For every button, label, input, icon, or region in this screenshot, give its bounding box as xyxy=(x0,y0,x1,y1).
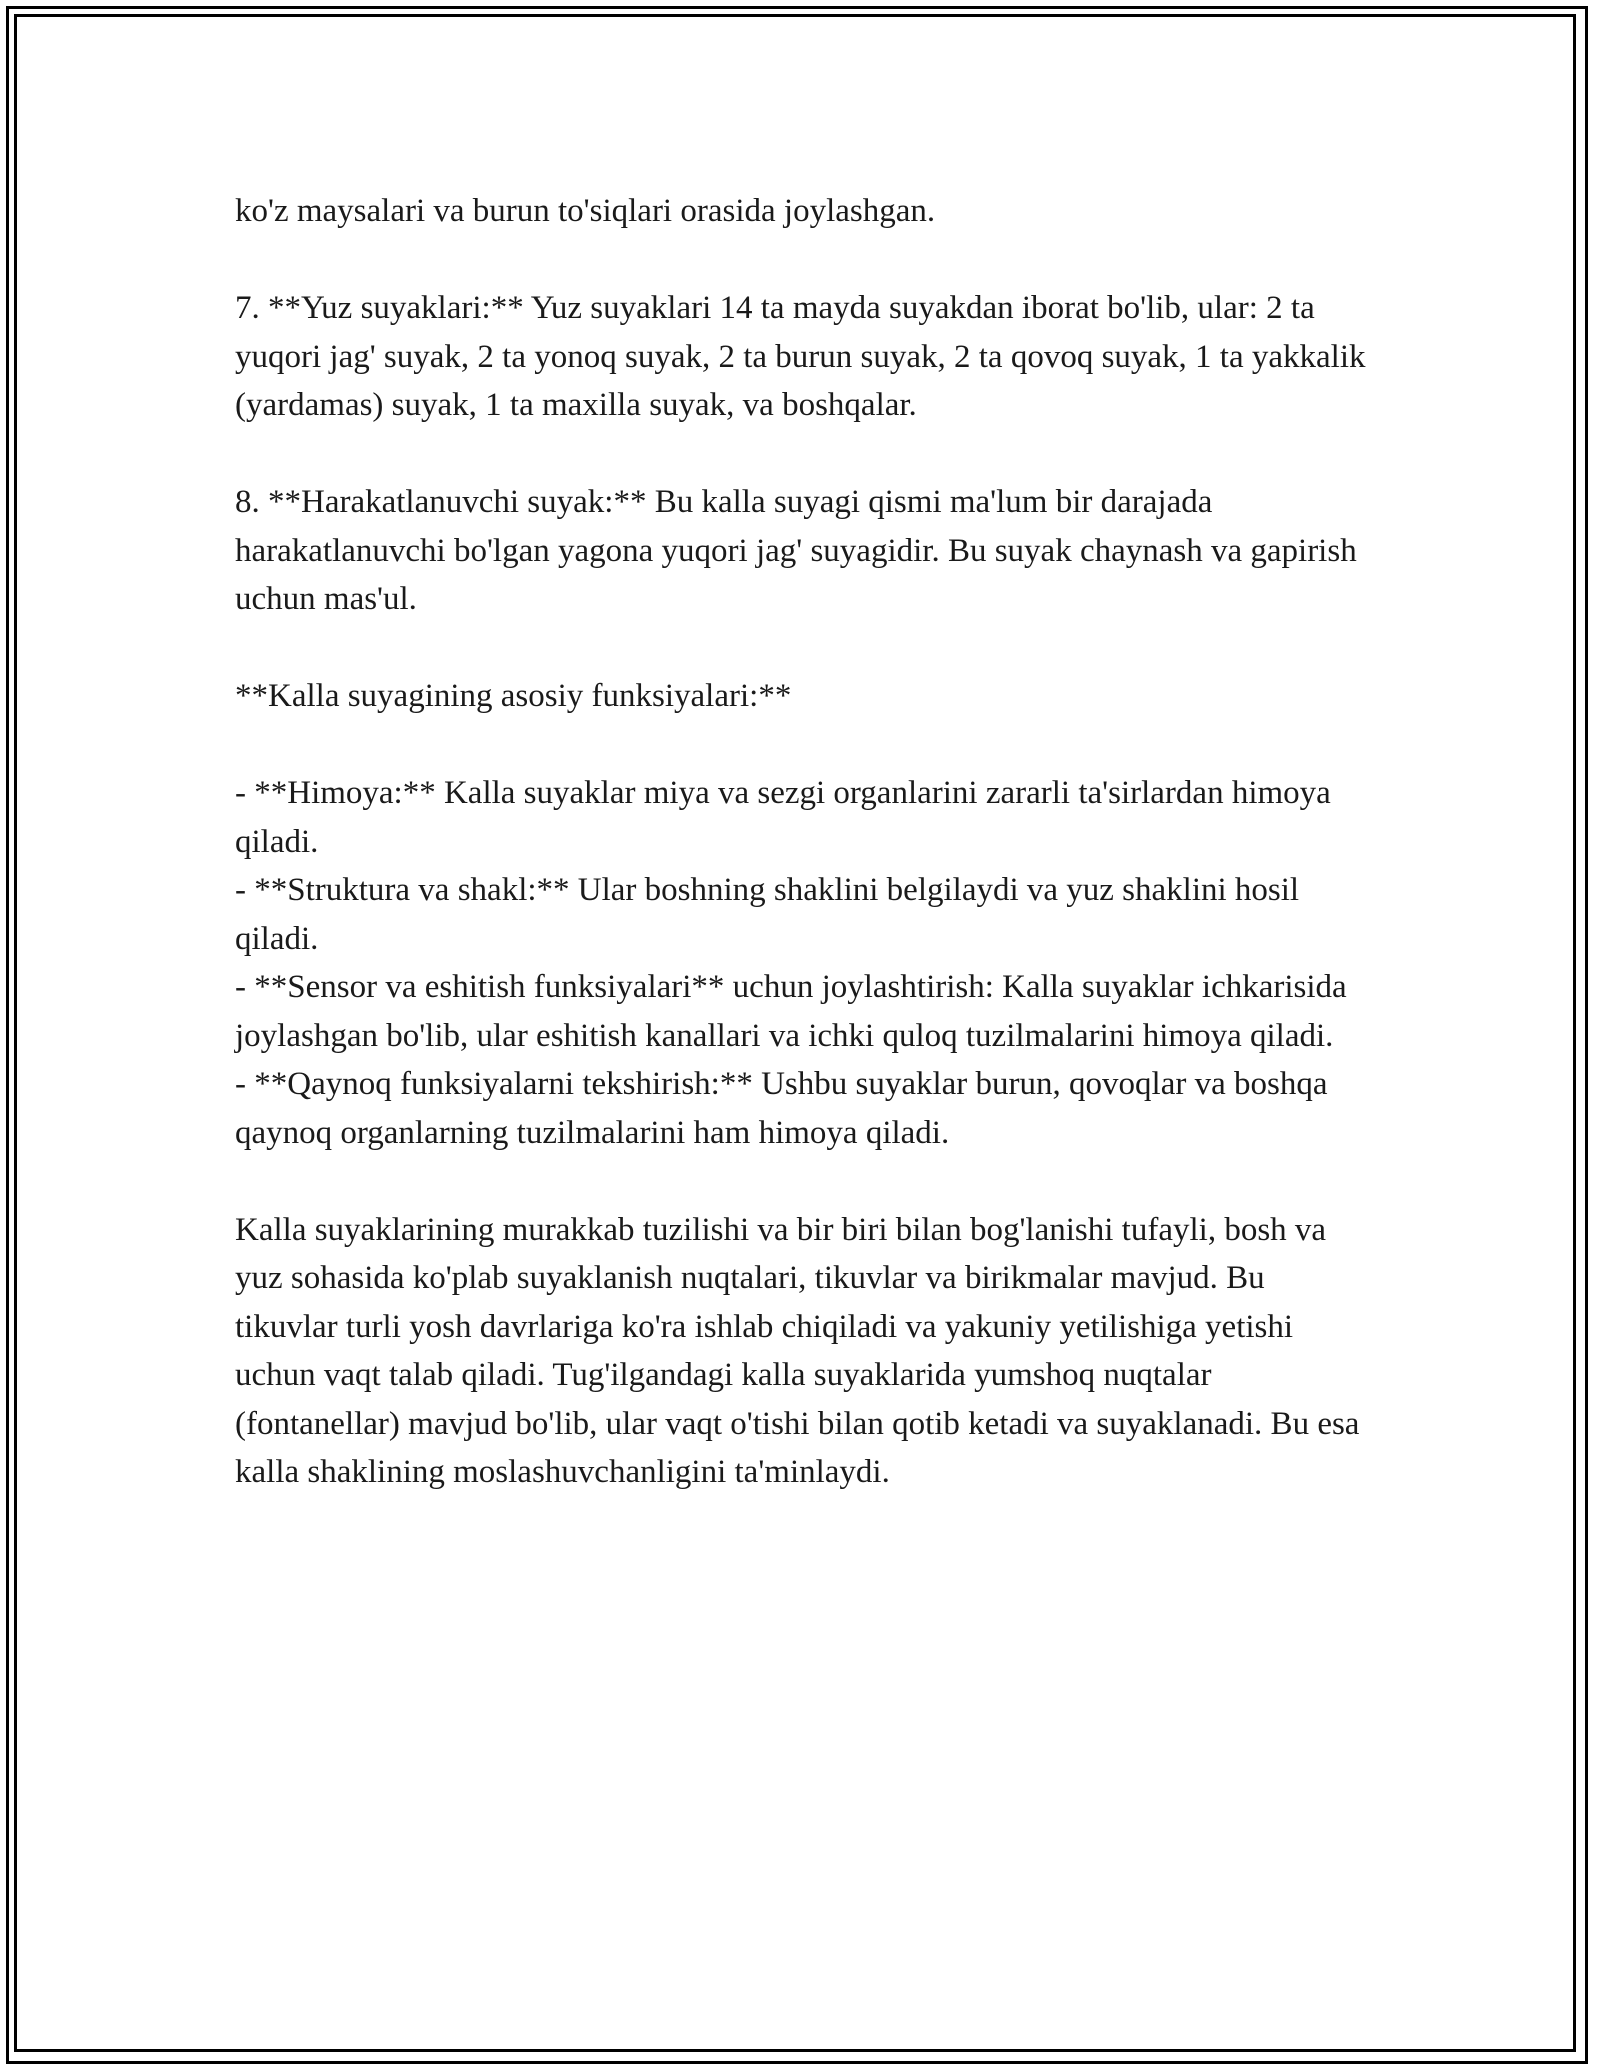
paragraph-gap xyxy=(235,1157,1370,1206)
paragraph-gap xyxy=(235,430,1370,479)
list-item-sensor: - **Sensor va eshitish funksiyalari** uchun joylashtirish: Kalla suyaklar ichkarisida joylashgan bo'lib, ular eshitish kanallari va ichki quloq tuzilmalarini himoya qiladi. xyxy=(235,969,1355,1054)
paragraph-harakatlanuvchi-suyak: 8. **Harakatlanuvchi suyak:** Bu kalla suyagi qismi ma'lum bir darajada harakatlanuvchi bo'lgan yagona yuqori jag' suyagidir. Bu suyak chaynash va gapirish uchun mas'ul. xyxy=(235,484,1365,617)
paragraph-gap xyxy=(235,721,1370,770)
document-body xyxy=(235,187,1374,1497)
list-item-himoya: - **Himoya:** Kalla suyaklar miya va sezgi organlarini zararli ta'sirlardan himoya qiladi. xyxy=(235,775,1340,860)
section-heading-funksiyalar: **Kalla suyagining asosiy funksiyalari:** xyxy=(235,678,792,714)
list-item-qaynoq: - **Qaynoq funksiyalarni tekshirish:** Ushbu suyaklar burun, qovoqlar va boshqa qaynoq organlarning tuzilmalarini ham himoya qiladi. xyxy=(235,1066,1336,1151)
paragraph-gap xyxy=(235,624,1370,673)
paragraph-closing: Kalla suyaklarining murakkab tuzilishi va bir biri bilan bog'lanishi tufayli, bosh va yuz sohasida ko'plab suyaklanish nuqtalari, tikuvlar va birikmalar mavjud. Bu tikuvlar turli yosh davrlariga ko'ra ishlab chiqiladi va yakuniy yetilishiga yetishi uchun vaqt talab qiladi. Tug'ilgandagi kalla suyaklarida yumshoq nuqtalar (fontanellar) mavjud bo'lib, ular vaqt o'tishi bilan qotib ketadi va suyaklanadi. Bu esa kalla shaklining moslashuvchanligini ta'minlaydi. xyxy=(235,1211,1368,1490)
list-item-struktura: - **Struktura va shakl:** Ular boshning shaklini belgilaydi va yuz shaklini hosil qiladi. xyxy=(235,872,1308,957)
paragraph-continuation: ko'z maysalari va burun to'siqlari orasida joylashgan. xyxy=(235,193,936,229)
paragraph-yuz-suyaklari: 7. **Yuz suyaklari:** Yuz suyaklari 14 ta mayda suyakdan iborat bo'lib, ular: 2 ta yuqori jag' suyak, 2 ta yonoq suyak, 2 ta burun suyak, 2 ta qovoq suyak, 1 ta yakkalik (yardamas) suyak, 1 ta maxilla suyak, va boshqalar. xyxy=(235,290,1374,423)
paragraph-gap xyxy=(235,236,1370,285)
